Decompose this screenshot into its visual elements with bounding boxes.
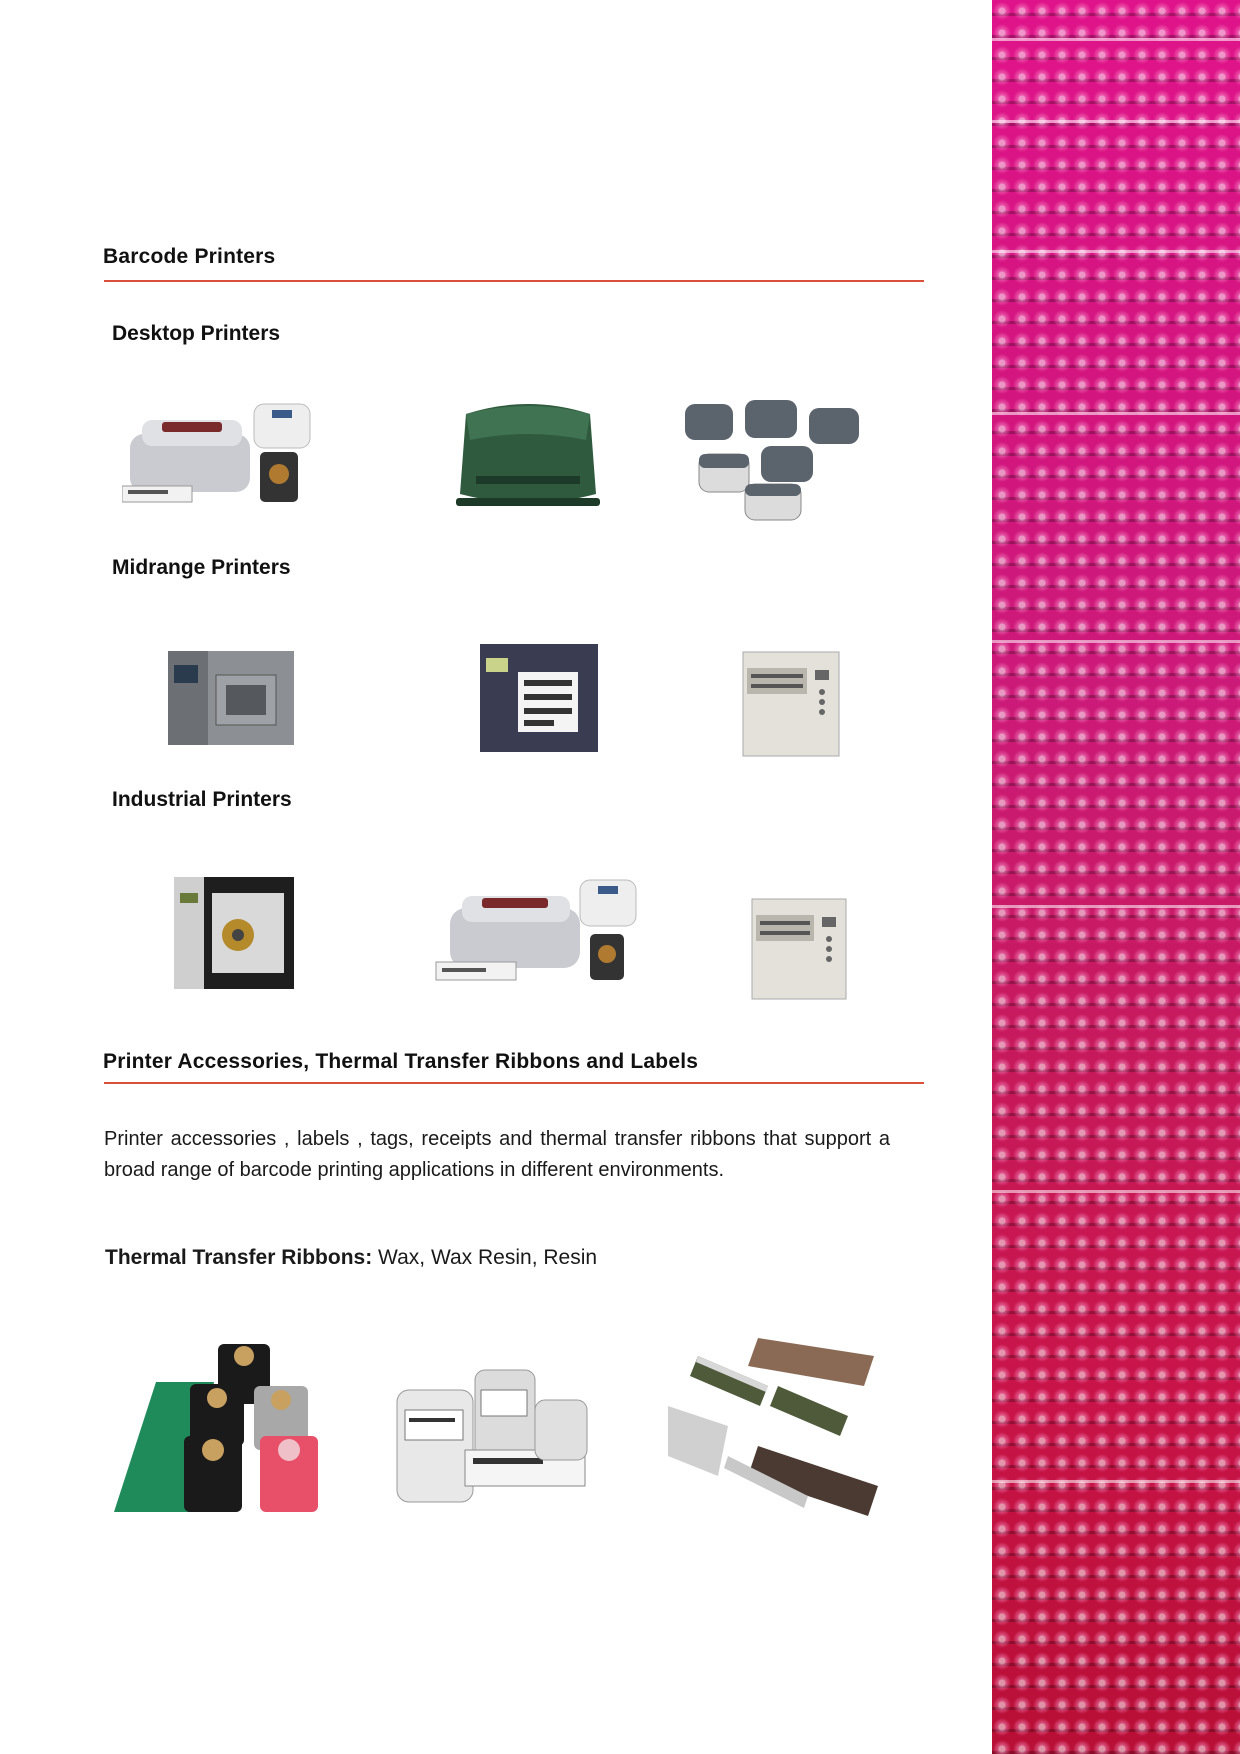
category-title-desktop: Desktop Printers — [112, 322, 281, 345]
band-streak — [992, 38, 1240, 41]
band-streak — [992, 640, 1240, 643]
industrial-printer-image-3 — [750, 893, 848, 1001]
band-streak — [992, 412, 1240, 415]
band-streak — [992, 1480, 1240, 1483]
accessories-description: Printer accessories , labels , tags, receipts and thermal transfer ribbons that support a broad range of barcode printing applications in different environments. — [104, 1128, 890, 1181]
printheads-image — [668, 1336, 880, 1522]
industrial-printer-image-1 — [172, 873, 296, 991]
desktop-printer-image-2 — [446, 394, 610, 518]
industrial-printer-image-2 — [430, 878, 640, 996]
section-rule — [104, 1082, 924, 1084]
band-streak — [992, 1190, 1240, 1193]
ribbons-image — [114, 1340, 332, 1514]
ribbons-line — [105, 1246, 597, 1270]
ribbons-label: Thermal Transfer Ribbons: — [105, 1246, 373, 1269]
midrange-printer-image-2 — [480, 644, 598, 752]
labels-image — [395, 1340, 591, 1506]
desktop-printer-image-3 — [683, 396, 865, 522]
band-streak — [992, 905, 1240, 908]
band-streak — [992, 250, 1240, 253]
decorative-side-band — [992, 0, 1240, 1754]
midrange-printer-image-3 — [741, 646, 841, 758]
section-rule — [104, 280, 924, 282]
band-streak — [992, 120, 1240, 123]
ribbons-types: Wax, Wax Resin, Resin — [372, 1246, 598, 1269]
category-title-industrial: Industrial Printers — [112, 788, 292, 811]
section-title-barcode-printers: Barcode Printers — [103, 245, 276, 268]
midrange-printer-image-1 — [166, 645, 296, 747]
category-title-midrange: Midrange Printers — [112, 556, 291, 579]
desktop-printer-image-1 — [122, 392, 312, 520]
section-title-accessories: Printer Accessories, Thermal Transfer Ribbons and Labels — [103, 1050, 699, 1073]
